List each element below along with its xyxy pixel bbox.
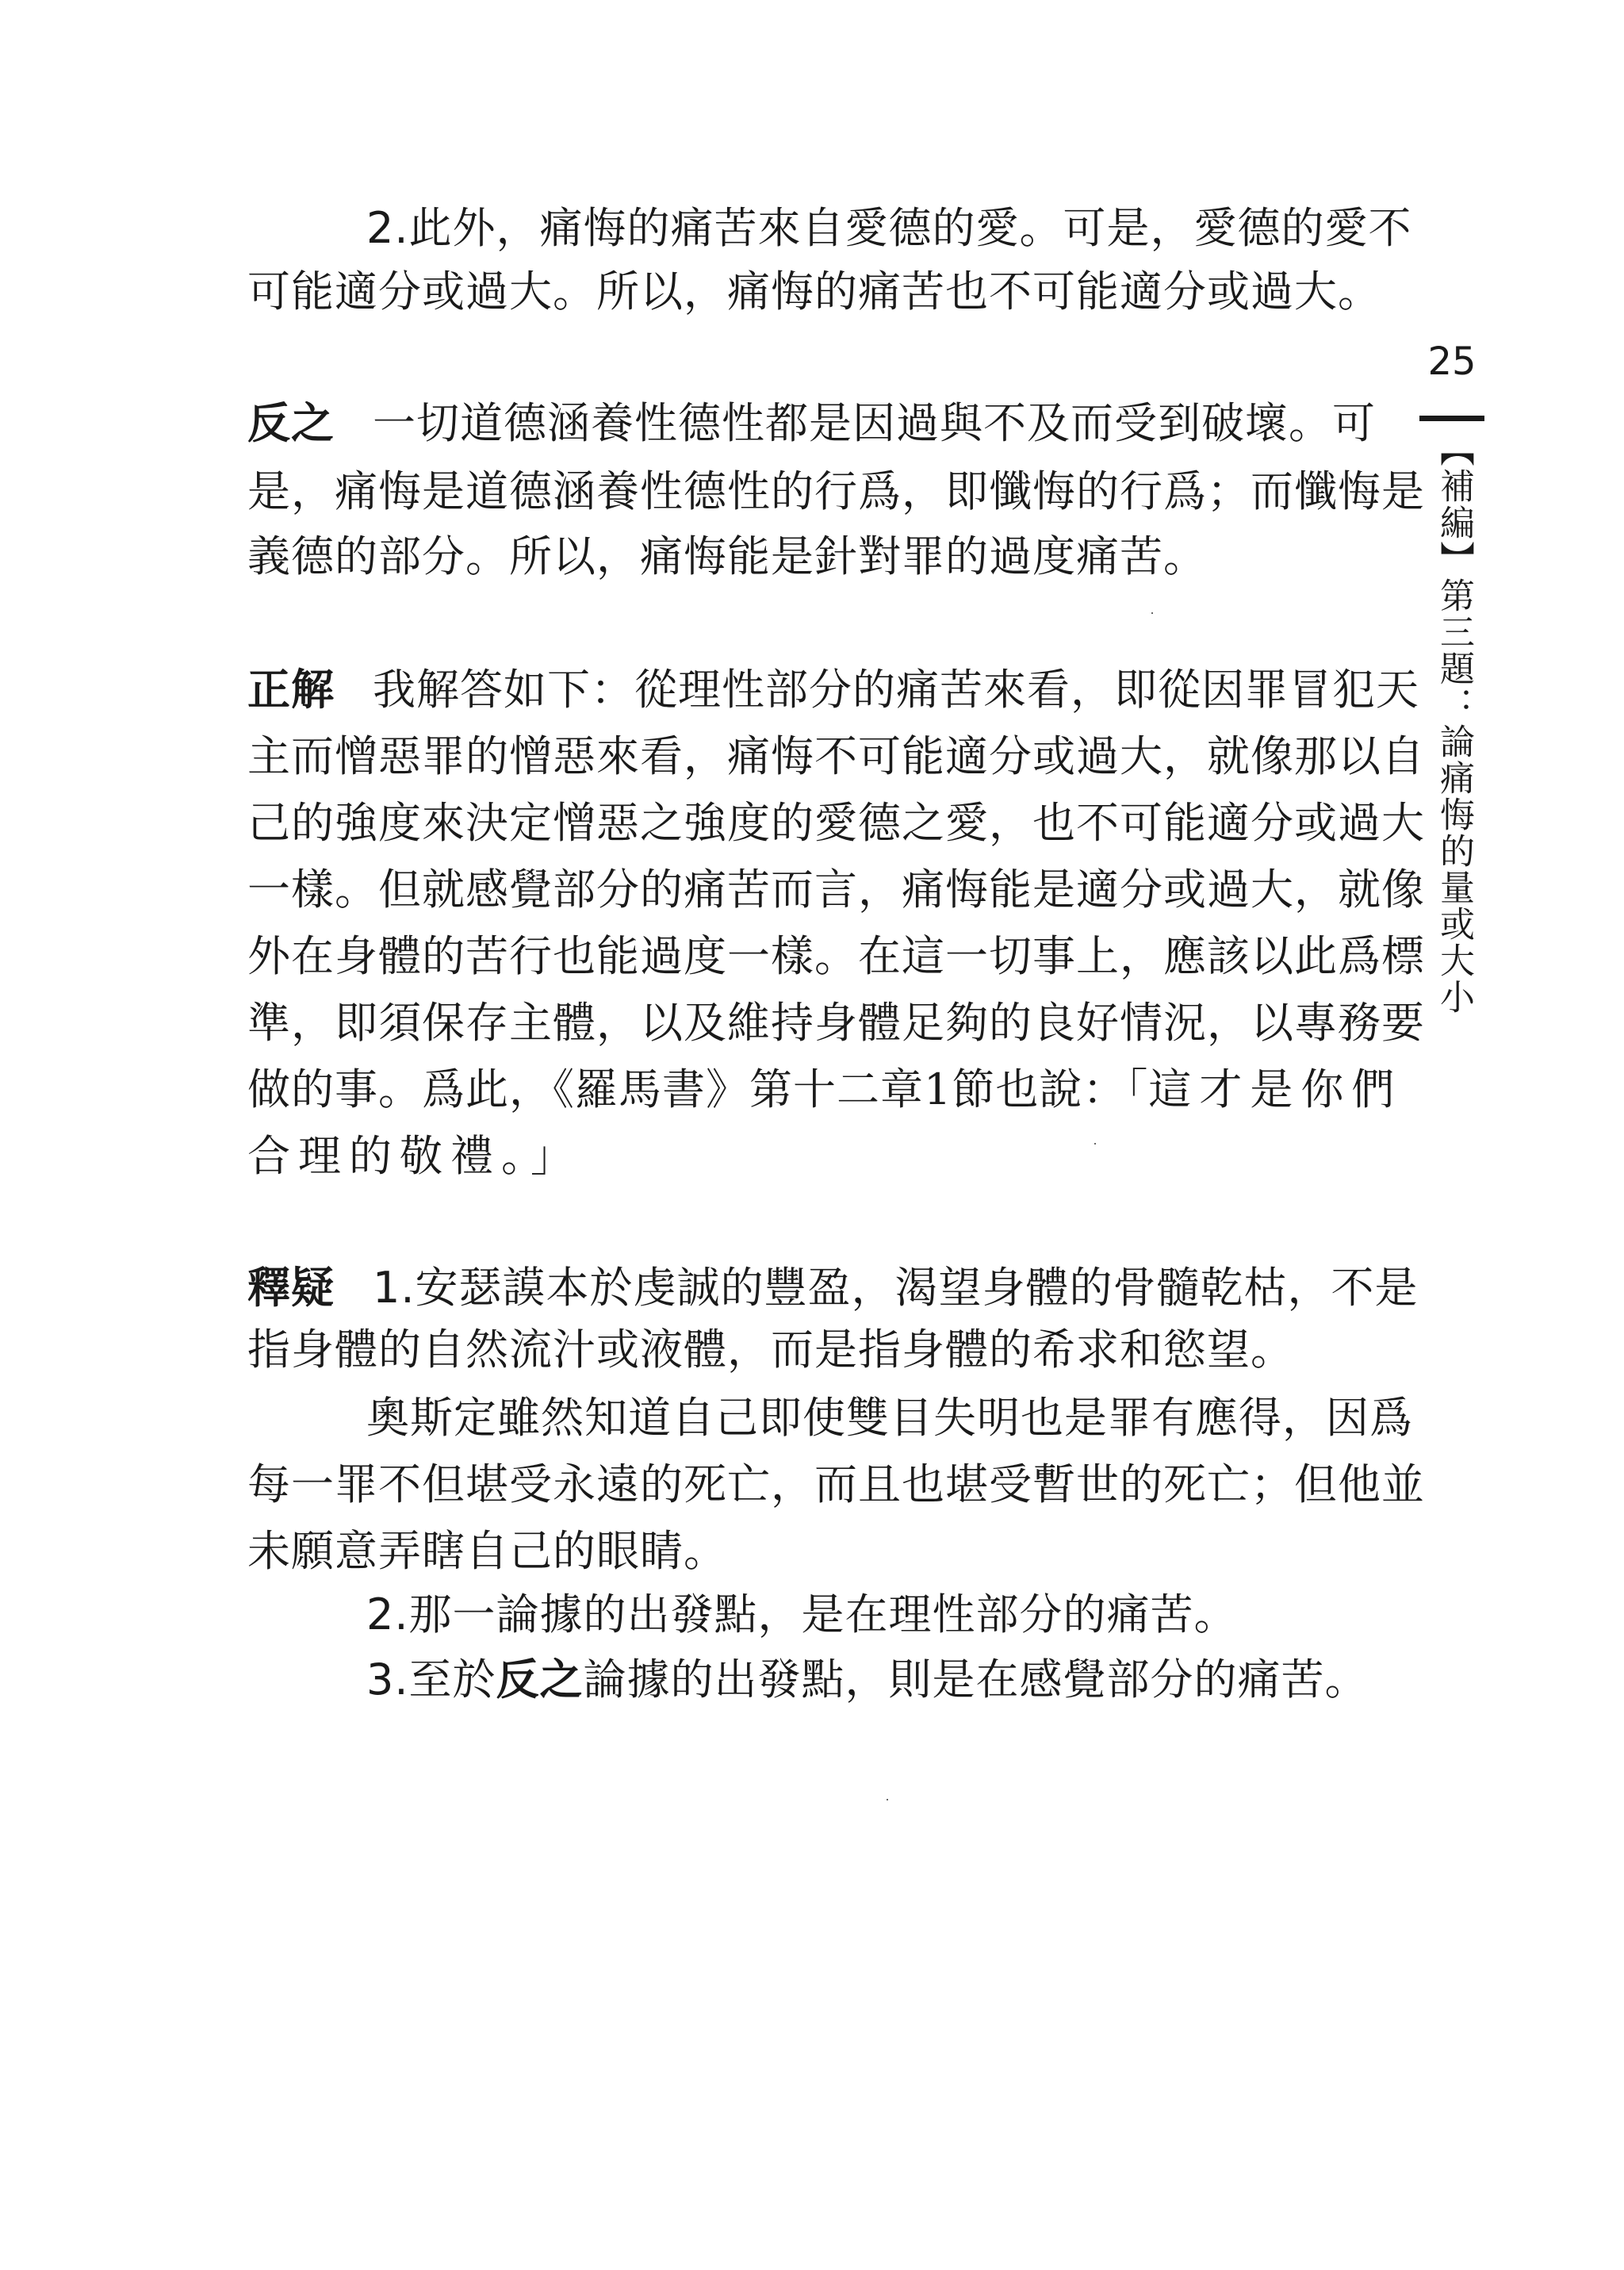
- objection2-line2: 可能適分或過大。所以，痛悔的痛苦也不可能適分或過大。: [247, 266, 1381, 316]
- replies-line7: [366, 1650, 1373, 1710]
- scan-speck: [1151, 612, 1153, 614]
- sed-contra-line1: [247, 393, 1376, 454]
- running-header: 【補編】第三題：論痛悔的量或大小: [1434, 431, 1474, 1015]
- respondeo-line5: 外在身體的苦行也能過度一樣。在這一切事上，應該以此爲標: [247, 931, 1425, 981]
- sed-contra-text1: 一切道德涵養性德性都是因過與不及而受到破壞。可: [373, 398, 1376, 448]
- replies-line5: 未願意弄瞎自己的眼睛。: [247, 1526, 727, 1576]
- replies-text7-pre: 3.至於: [366, 1655, 496, 1704]
- header-rule: [1419, 416, 1484, 421]
- replies-label: 釋疑: [247, 1263, 335, 1313]
- replies-line1: [247, 1258, 1419, 1318]
- replies-line3: 奧斯定雖然知道自己即使雙目失明也是罪有應得，因爲: [366, 1393, 1413, 1443]
- replies-line4: 每一罪不但堪受永遠的死亡，而且也堪受暫世的死亡；但他並: [247, 1459, 1425, 1509]
- respondeo-line3: 己的強度來決定憎惡之強度的愛德之愛，也不可能適分或過大: [247, 798, 1425, 848]
- replies-text1: 1.安瑟謨本於虔誠的豐盈，渴望身體的骨髓乾枯，不是: [373, 1263, 1419, 1313]
- respondeo-line6: 準，即須保存主體，以及維持身體足夠的良好情況，以專務要: [247, 998, 1425, 1048]
- scan-speck: [887, 1799, 888, 1800]
- respondeo-text7: 做的事。爲此，《羅馬書》第十二章1節也說：「: [247, 1064, 1149, 1114]
- sed-contra-line2: 是，痛悔是道德涵養性德性的行爲，即懺悔的行爲；而懺悔是: [247, 466, 1425, 516]
- sed-contra-line3: 義德的部分。所以，痛悔能是針對罪的過度痛苦。: [247, 531, 1207, 581]
- respondeo-line7: [247, 1060, 1403, 1120]
- respondeo-quote7: 這才是你們: [1148, 1064, 1403, 1114]
- respondeo-text1: 我解答如下：從理性部分的痛苦來看，即從因罪冒犯天: [373, 665, 1419, 715]
- page-number: 25: [1427, 339, 1477, 384]
- respondeo-label: 正解: [247, 665, 335, 715]
- replies-line2: 指身體的自然流汁或液體，而是指身體的希求和慾望。: [247, 1325, 1294, 1375]
- respondeo-line1: [247, 660, 1419, 720]
- replies-text7-post: 論據的出發點，則是在感覺部分的痛苦。: [583, 1655, 1369, 1704]
- respondeo-line2: 主而憎惡罪的憎惡來看，痛悔不可能適分或過大，就像那以自: [247, 731, 1425, 781]
- scan-speck: [1094, 1143, 1096, 1145]
- sed-contra-label: 反之: [247, 398, 335, 448]
- objection2-line1: 2.此外，痛悔的痛苦來自愛德的愛。可是，愛德的愛不: [366, 203, 1412, 253]
- respondeo-line4: 一樣。但就感覺部分的痛苦而言，痛悔能是適分或過大，就像: [247, 865, 1425, 915]
- replies-text7-bold: 反之: [496, 1655, 584, 1704]
- respondeo-line8: [247, 1126, 1373, 1187]
- respondeo-quote8: 合理的敬禮。: [247, 1131, 530, 1181]
- replies-line6: 2.那一論據的出發點，是在理性部分的痛苦。: [366, 1589, 1238, 1639]
- respondeo-text8-end: 」: [530, 1131, 574, 1181]
